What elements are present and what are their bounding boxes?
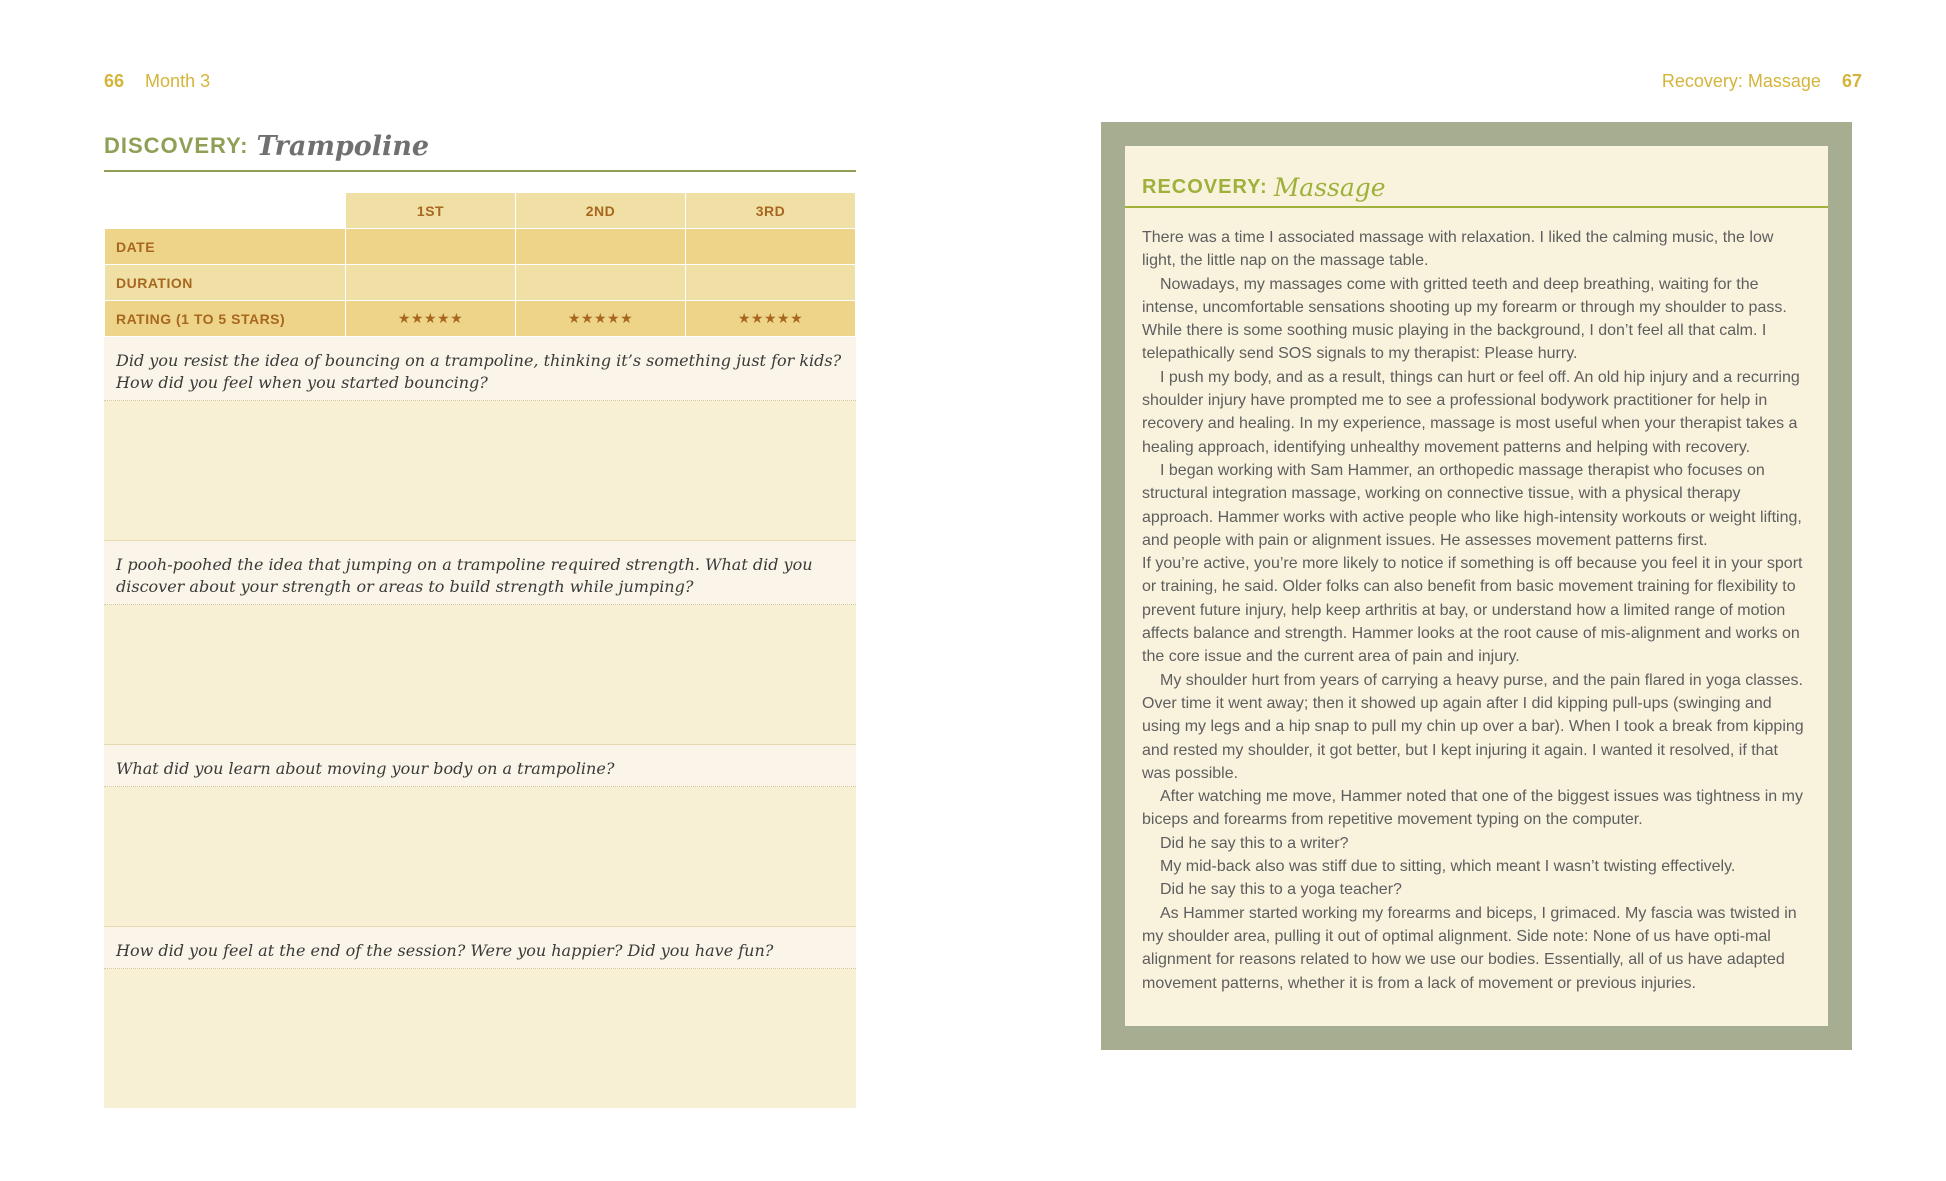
recovery-sidebar-frame (1101, 122, 1852, 1050)
left-section-title: Month 3 (145, 71, 211, 91)
left-folio (104, 71, 210, 92)
question-block (104, 926, 856, 1108)
column-header-3rd: 3RD (686, 193, 856, 229)
rating-stars-3rd[interactable]: ★★★★★ (686, 301, 856, 337)
session-log-table (104, 192, 856, 337)
discovery-heading-caps: DISCOVERY: (104, 133, 249, 158)
right-running-head: Recovery: Massage (1661, 71, 1821, 91)
body-paragraph: My shoulder hurt from years of carrying a heavy purse, and the pain flared in yoga classes. Over time it went away; then it showed up again after I did kipping pull-ups (swinging and using my legs and a hip snap to pull my chin up over a bar). When I took a break from kipping and rested my shoulder, it got better, but I kept injuring it again. I wanted it resolved, if that was possible. (1142, 671, 1804, 782)
discovery-heading (104, 118, 856, 172)
recovery-heading (1125, 164, 1828, 208)
date-cell-2nd[interactable] (516, 229, 686, 265)
rating-stars-1st[interactable]: ★★★★★ (346, 301, 516, 337)
body-paragraph: Did he say this to a yoga teacher? (1160, 881, 1402, 899)
table-row-rating (105, 301, 856, 337)
question-text: How did you feel at the end of the session? Were you happier? Did you have fun? (104, 927, 856, 969)
column-header-2nd: 2ND (516, 193, 686, 229)
body-paragraph: After watching me move, Hammer noted that one of the biggest issues was tightness in my biceps and forearms from repetitive movement typing on the computer. (1142, 788, 1803, 829)
body-paragraph: As Hammer started working my forearms and biceps, I grimaced. My fascia was twisted in my shoulder area, pulling it out of optimal alignment. Side note: None of us have opti-mal alignment for reasons related to how we use our bodies. Essentially, all of us have adapted movement patterns, whether it is from a lack of movement or previous injuries. (1142, 904, 1797, 992)
question-block (104, 337, 856, 540)
column-header-1st: 1ST (346, 193, 516, 229)
recovery-body-text (1125, 208, 1828, 995)
answer-area[interactable] (104, 605, 856, 744)
date-cell-1st[interactable] (346, 229, 516, 265)
question-text: What did you learn about moving your body on a trampoline? (104, 745, 856, 787)
body-paragraph: Nowadays, my massages come with gritted teeth and deep breathing, waiting for the intense, uncomfortable sensations shooting up my forearm or through my shoulder to pass. While there is some soothing music playing in the background, I don’t feel all that calm. I telepathically send SOS signals to my therapist: Please hurry. (1142, 275, 1787, 363)
discovery-section (104, 118, 856, 1108)
discovery-heading-title: Trampoline (256, 131, 430, 162)
body-paragraph: If you’re active, you’re more likely to notice if something is off because you feel it in your sport or training, he said. Older folks can also benefit from basic movement training for flexibility to prevent future injury, help keep arthritis at bay, or understand how a limited range of motion affects balance and strength. Hammer looks at the root cause of mis-alignment and works on the core issue and the current area of pain and injury. (1142, 555, 1803, 666)
question-block (104, 540, 856, 744)
left-page-number: 66 (104, 71, 125, 91)
body-paragraph: I began working with Sam Hammer, an orthopedic massage therapist who focuses on structural integration massage, working on connective tissue, with a physical therapy approach. Hammer works with active people who like high-intensity workouts or weight lifting, and people with pain or alignment issues. He assesses movement patterns first. (1142, 461, 1802, 549)
recovery-sidebar (1125, 146, 1828, 1026)
recovery-heading-title: Massage (1273, 173, 1386, 202)
row-label-date: DATE (105, 229, 346, 265)
right-folio (1662, 71, 1862, 92)
row-label-duration: DURATION (105, 265, 346, 301)
table-row-date (105, 229, 856, 265)
table-header-row (105, 193, 856, 229)
rating-stars-2nd[interactable]: ★★★★★ (516, 301, 686, 337)
answer-area[interactable] (104, 401, 856, 540)
right-page-number: 67 (1841, 71, 1862, 91)
duration-cell-3rd[interactable] (686, 265, 856, 301)
answer-area[interactable] (104, 969, 856, 1108)
question-block (104, 744, 856, 926)
duration-cell-1st[interactable] (346, 265, 516, 301)
answer-area[interactable] (104, 787, 856, 926)
body-paragraph: My mid-back also was stiff due to sitting, which meant I wasn’t twisting effectively. (1160, 858, 1736, 876)
duration-cell-2nd[interactable] (516, 265, 686, 301)
date-cell-3rd[interactable] (686, 229, 856, 265)
question-text: Did you resist the idea of bouncing on a trampoline, thinking it’s something just for kids? How did you feel when you started bouncing? (104, 337, 856, 401)
table-corner (105, 193, 346, 229)
body-paragraph: I push my body, and as a result, things can hurt or feel off. An old hip injury and a recurring shoulder injury have prompted me to see a professional bodywork practitioner for help in recovery and healing. In my experience, massage is most useful when your therapist takes a healing approach, identifying unhealthy movement patterns and helping with recovery. (1142, 368, 1800, 456)
body-paragraph: There was a time I associated massage with relaxation. I liked the calming music, the low light, the little nap on the massage table. (1142, 229, 1774, 270)
body-paragraph: Did he say this to a writer? (1160, 834, 1349, 852)
row-label-rating: RATING (1 TO 5 STARS) (105, 301, 346, 337)
question-text: I pooh-poohed the idea that jumping on a trampoline required strength. What did you discover about your strength or areas to build strength while jumping? (104, 541, 856, 605)
table-row-duration (105, 265, 856, 301)
recovery-heading-caps: RECOVERY: (1142, 176, 1268, 198)
